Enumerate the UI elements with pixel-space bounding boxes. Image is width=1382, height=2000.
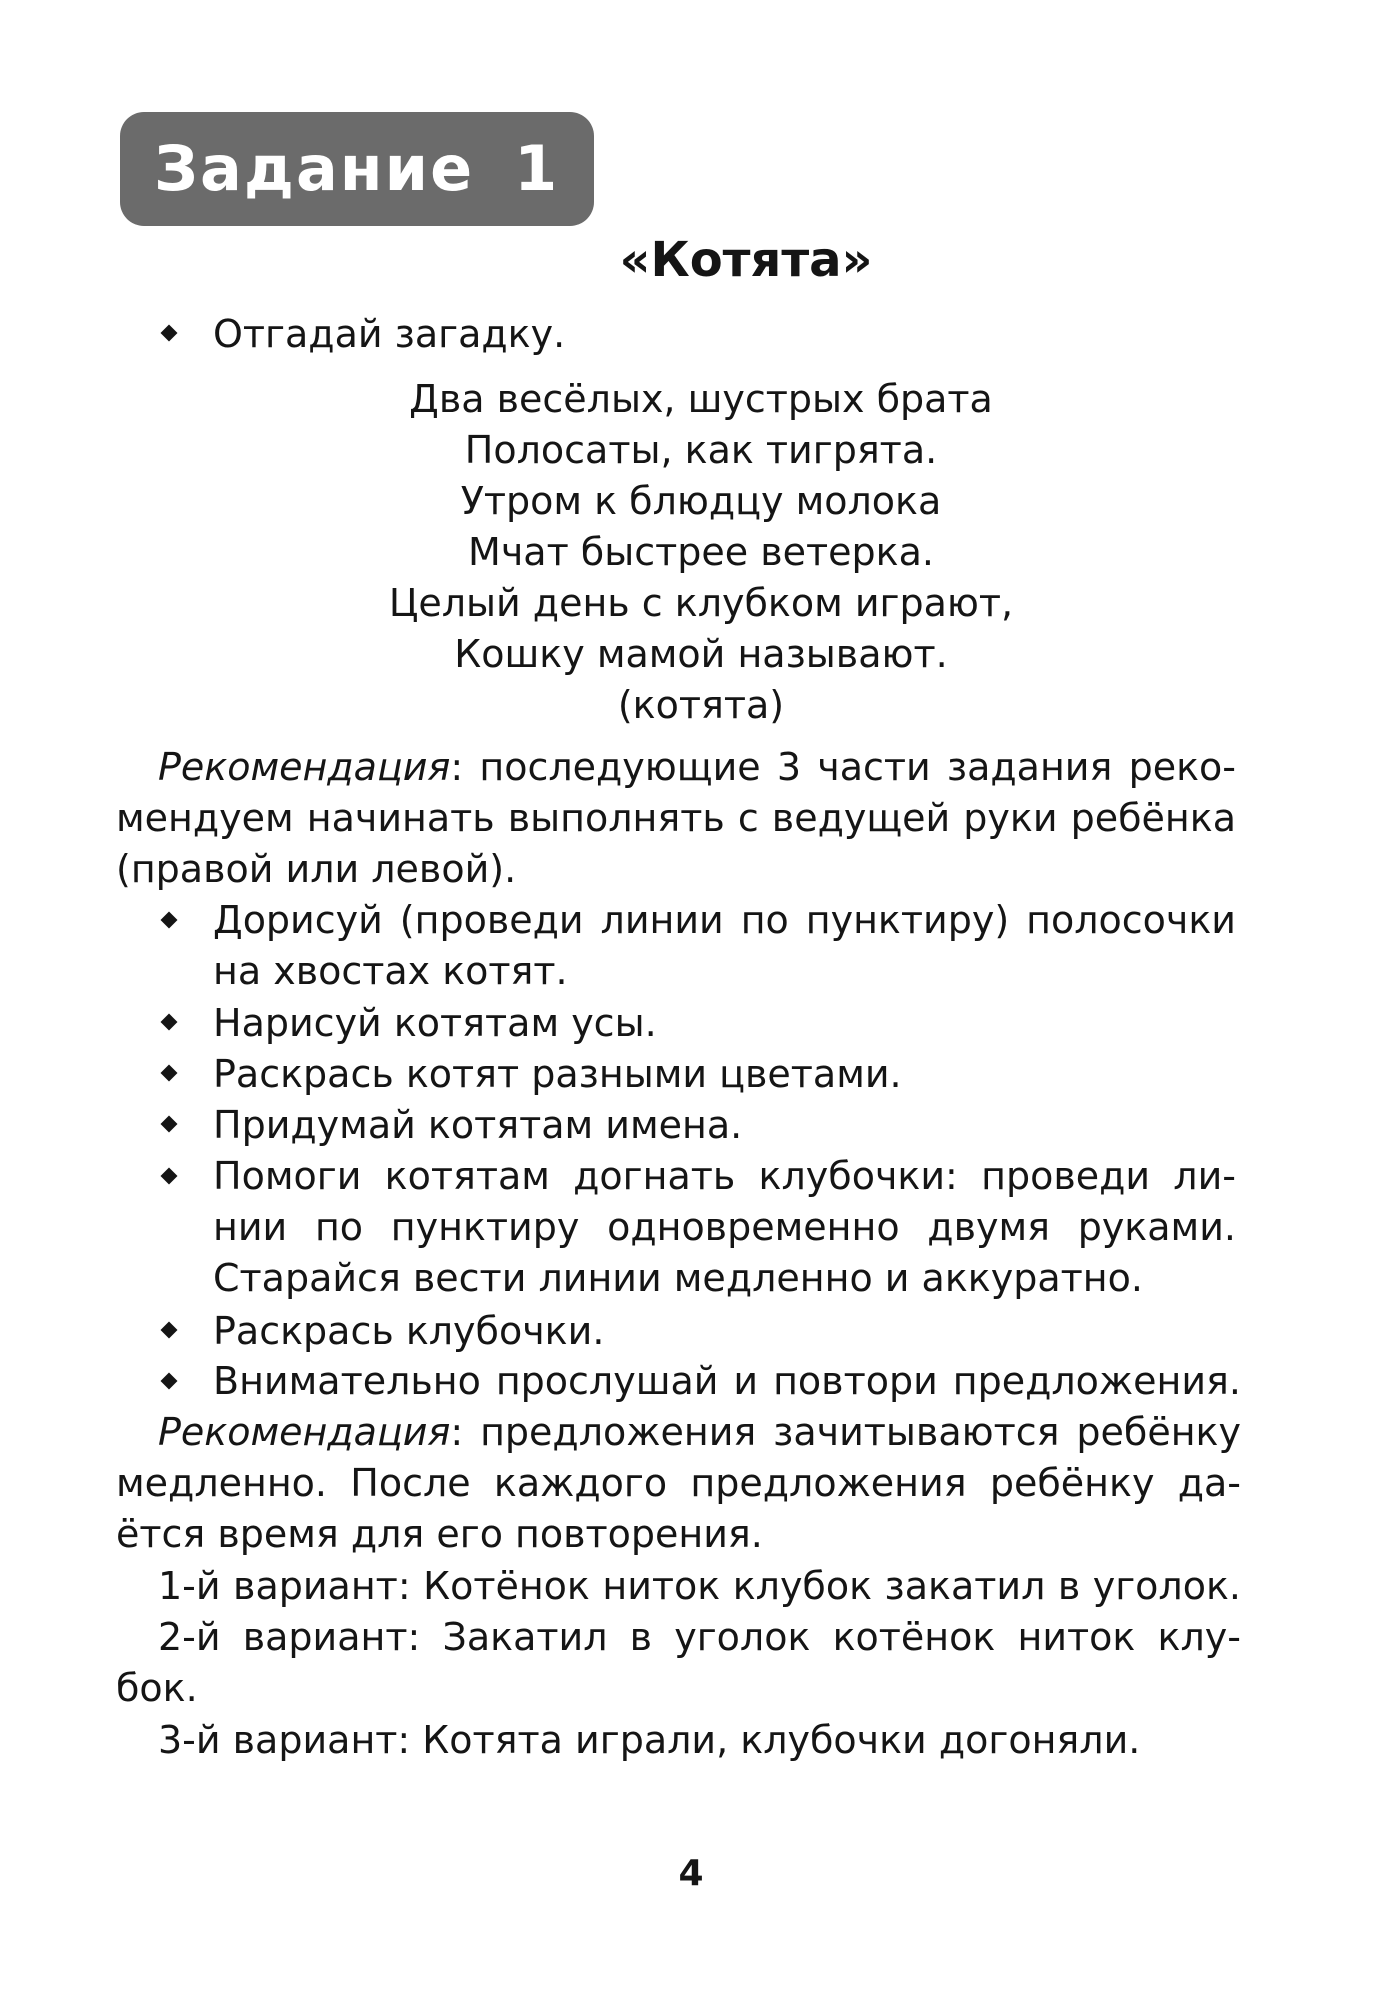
task-line: Раскрась клубочки. bbox=[213, 1309, 605, 1353]
bullet-diamond-icon bbox=[161, 1065, 178, 1082]
riddle-line: Кошку мамой называют. bbox=[454, 632, 948, 676]
bullet-diamond-icon bbox=[161, 1168, 178, 1185]
recommendation-1-line: (правой или левой). bbox=[116, 847, 517, 891]
recommendation-label: Рекомендация bbox=[158, 745, 451, 789]
recommendation-label: Рекомендация bbox=[158, 1410, 451, 1454]
task-line: Дорисуй (проведи линии по пунктиру) полосочки bbox=[213, 898, 1236, 942]
recommendation-2-line: медленно. После каждого предложения ребёнку да- bbox=[116, 1461, 1241, 1505]
variant-line: 3-й вариант: Котята играли, клубочки догоняли. bbox=[158, 1718, 1141, 1762]
task-label: Задание bbox=[154, 132, 475, 205]
task-line: нии по пунктиру одновременно двумя руками. bbox=[213, 1205, 1236, 1249]
page-title: «Котята» bbox=[619, 232, 873, 288]
page-number: 4 bbox=[678, 1853, 704, 1894]
task-number: 1 bbox=[514, 132, 560, 205]
intro-instruction: Отгадай загадку. bbox=[213, 312, 566, 356]
task-line: Помоги котятам догнать клубочки: проведи ли- bbox=[213, 1154, 1236, 1198]
variant-line: 2-й вариант: Закатил в уголок котёнок ниток клу- bbox=[158, 1615, 1241, 1659]
bullet-diamond-icon bbox=[161, 1014, 178, 1031]
bullet-diamond-icon bbox=[161, 912, 178, 929]
riddle-line: Целый день с клубком играют, bbox=[388, 581, 1014, 625]
recommendation-1-line: мендуем начинать выполнять с ведущей руки ребёнка bbox=[116, 796, 1236, 840]
riddle-answer: (котята) bbox=[617, 683, 785, 727]
recommendation-2-line: ётся время для его повторения. bbox=[116, 1512, 763, 1556]
riddle-line: Два весёлых, шустрых брата bbox=[409, 377, 993, 421]
task-line: Старайся вести линии медленно и аккуратно. bbox=[213, 1256, 1143, 1300]
task-line: Раскрась котят разными цветами. bbox=[213, 1052, 902, 1096]
bullet-diamond-icon bbox=[161, 325, 178, 342]
task-line: Нарисуй котятам усы. bbox=[213, 1001, 657, 1045]
bullet-diamond-icon bbox=[161, 1322, 178, 1339]
riddle-line: Утром к блюдцу молока bbox=[460, 479, 942, 523]
recommendation-1-line: Рекомендация: последующие 3 части задания реко- bbox=[158, 745, 1236, 789]
riddle-line: Мчат быстрее ветерка. bbox=[468, 530, 934, 574]
riddle-poem bbox=[0, 374, 1382, 731]
variant-line: бок. bbox=[116, 1666, 198, 1710]
bullet-diamond-icon bbox=[161, 1116, 178, 1133]
bullet-diamond-icon bbox=[161, 1373, 178, 1390]
task-badge bbox=[120, 112, 594, 226]
variant-line: 1-й вариант: Котёнок ниток клубок закатил в уголок. bbox=[158, 1564, 1241, 1608]
task-line: Придумай котятам имена. bbox=[213, 1103, 743, 1147]
task-line: на хвостах котят. bbox=[213, 949, 568, 993]
riddle-line: Полосаты, как тигрята. bbox=[464, 428, 938, 472]
recommendation-2-line: Рекомендация: предложения зачитываются ребёнку bbox=[158, 1410, 1241, 1454]
task-line: Внимательно прослушай и повтори предложения. bbox=[213, 1359, 1241, 1403]
